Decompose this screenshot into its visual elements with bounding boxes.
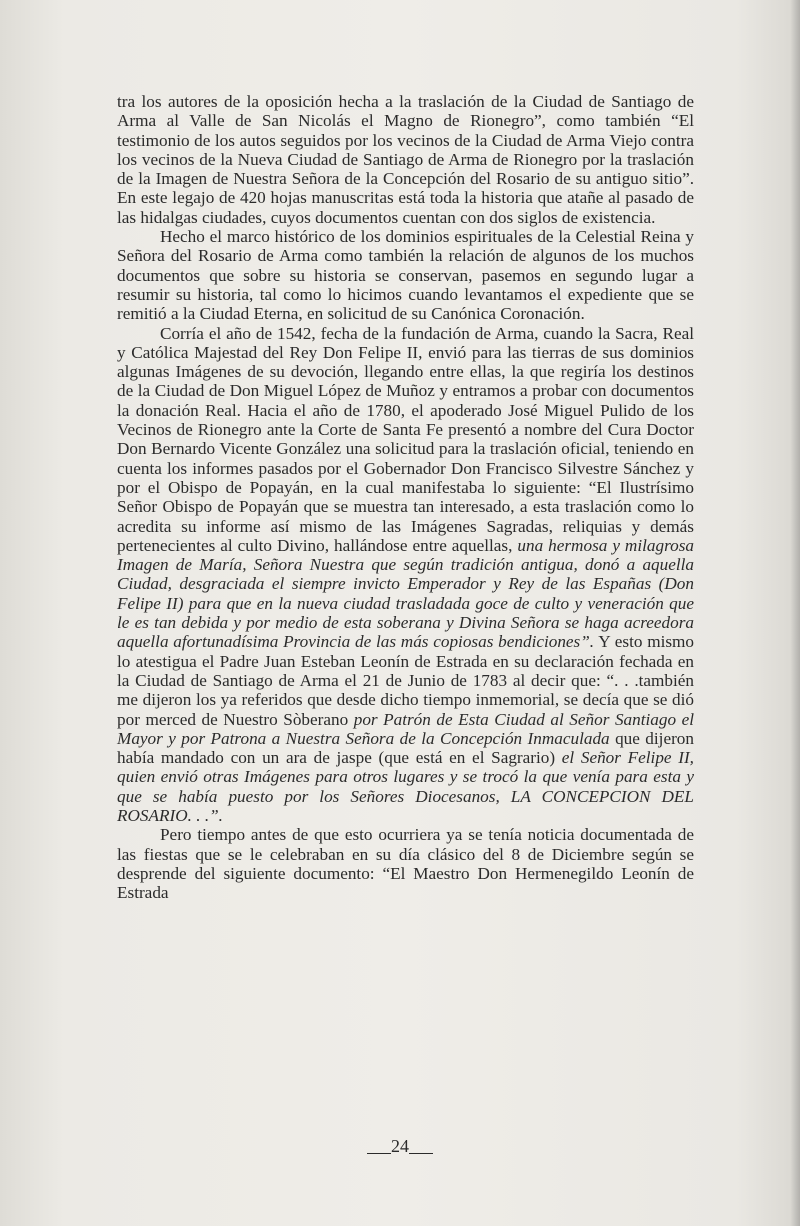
- paragraph: [117, 227, 694, 323]
- folio-dash-left: [367, 1153, 391, 1154]
- text-run: Y esto mismo lo atestigua el Padre Juan Esteban Leonín de Estrada en su declaración fechada en la Ciudad de Santiago de Arma el 21 de Junio de 1783 al decir que: “. . .también me dijeron los ya referidos que desde dicho tiempo inmemorial, se decía que se dió por merced de Nuestro Sòberano: [117, 632, 694, 729]
- text-run: Hecho el marco histórico de los dominios espirituales de la Celestial Reina y Señora del Rosario de Arma como también la relación de algunos de los muchos documentos que sobre su historia se conservan, pasemos en segundo lugar a resumir su historia, tal como lo hicimos cuando levantamos el expediente que se remitió a la Ciudad Eterna, en solicitud de su Canónica Coronación.: [117, 227, 694, 324]
- paragraph: [117, 324, 694, 826]
- body-text: [117, 92, 694, 902]
- folio-dash-right: [409, 1153, 433, 1154]
- text-run: Corría el año de 1542, fecha de la fundación de Arma, cuando la Sacra, Real y Católica Majestad del Rey Don Felipe II, envió para las tierras de sus dominios algunas Imágenes de su devoción, llegando entre ellas, la que regiría los destinos de la Ciudad de Don Miguel López de Muñoz y entramos a probar con documentos la donación Real. Hacia el año de 1780, el apoderado José Miguel Pulido de los Vecinos de Rionegro ante la Corte de Santa Fe presentó a nombre del Cura Doctor Don Bernardo Vicente González una solicitud para la traslación oficial, teniendo en cuenta los informes pasados por el Gobernador Don Francisco Silvestre Sánchez y por el Obispo de Popayán, en la cual manifestaba lo siguiente: “El Ilustrísimo Señor Obispo de Popayán que se muestra tan interesado, a esta traslación como lo acredita su informe así mismo de las Imágenes Sagradas, reliquias y demás pertenecientes al culto Divino, hallándose entre aquellas,: [117, 323, 694, 555]
- text-run: tra los autores de la oposición hecha a la traslación de la Ciudad de Santiago de Arma al Valle de San Nicolás el Magno de Rionegro”, como también “El testimonio de los autos seguidos por los vecinos de la Ciudad de Arma Viejo contra los vecinos de la Nueva Ciudad de Santiago de Arma de Rionegro por la traslación de la Imagen de Nuestra Señora de la Concepción del Rosario de su antiguo sitio”. En este legajo de 420 hojas manuscritas está toda la historia que atañe al pasado de las hidalgas ciudades, cuyos documentos cuentan con dos siglos de existencia.: [117, 92, 694, 227]
- italic-run: una hermosa y milagrosa Imagen de María, Señora Nuestra que según tradición antigua, donó a aquella Ciudad, desgraciada el siempre invicto Emperador y Rey de las Españas (Don Felipe II) para que en la nueva ciudad trasladada goce de culto y veneración que le es tan debida y por medio de esta soberana y Divina Señora se haga acreedora aquella afortunadísima Provincia de las más copiosas bendiciones”.: [117, 535, 695, 652]
- italic-run: el Señor Felipe II, quien envió otras Imágenes para otros lugares y se trocó la que venía para esta y que se había puesto por los Señores Diocesanos, LA CONCEPCION DEL ROSARIO. . .”.: [117, 748, 694, 825]
- paragraph: [117, 92, 694, 227]
- text-run: Pero tiempo antes de que esto ocurriera ya se tenía noticia documentada de las fiestas que se le celebraban en su día clásico del 8 de Diciembre según se desprende del siguiente documento: “El Maestro Don Hermenegildo Leonín de Estrada: [117, 825, 694, 903]
- italic-run: por Patrón de Esta Ciudad al Señor Santiago el Mayor y por Patrona a Nuestra Señora de la Concepción Inmaculada: [117, 709, 694, 748]
- page-number-value: 24: [391, 1136, 409, 1156]
- text-run: que dijeron había mandado con un ara de jaspe (que está en el Sagrario): [117, 728, 694, 768]
- page-number: [0, 1136, 800, 1157]
- page-edge-shadow: [790, 0, 800, 1226]
- paragraph: [117, 825, 694, 902]
